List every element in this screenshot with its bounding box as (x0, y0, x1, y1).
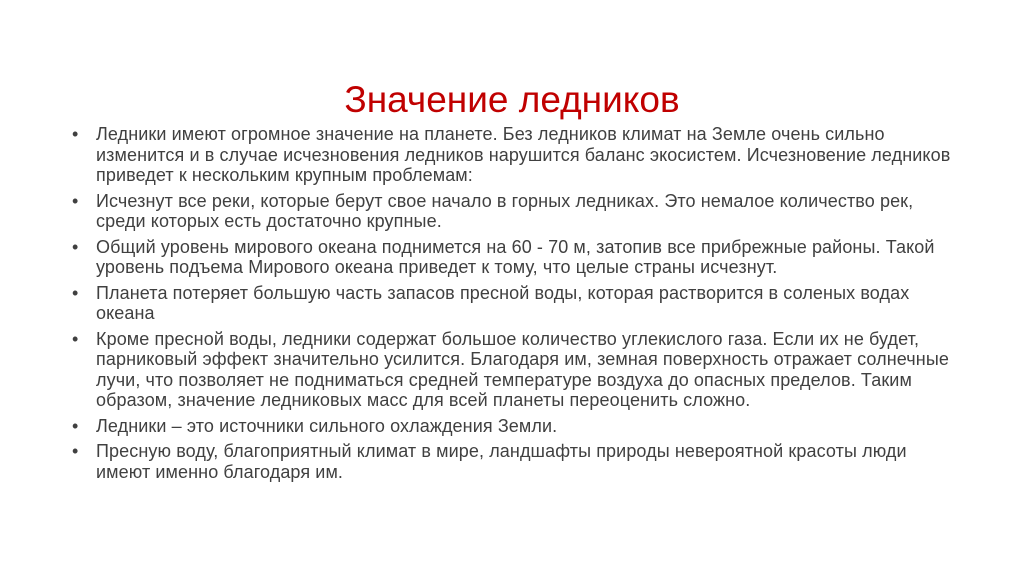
slide-title: Значение ледников (344, 78, 680, 120)
bullet-item (70, 124, 960, 186)
bullet-item (70, 237, 960, 278)
bullet-text: Кроме пресной воды, ледники содержат большое количество углекислого газа. Если их не будет, парниковый эффект значительно усилится. Благодаря им, земная поверхность отражает солнечные лучи, что позволяет не подниматься средней температуре воздуха до опасных пределов. Таким образом, значение ледниковых масс для всей планеты переоценить сложно. (96, 328, 949, 410)
bullet-icon: • (72, 190, 79, 211)
bullet-icon: • (72, 124, 79, 144)
bullet-item (70, 416, 960, 437)
bullet-icon: • (72, 282, 79, 303)
bullet-text: Ледники – это источники сильного охлаждения Земли. (96, 415, 558, 436)
bullet-icon: • (72, 236, 79, 257)
bullet-text: Общий уровень мирового океана поднимется на 60 - 70 м, затопив все прибрежные районы. Такой уровень подъема Мирового океана приведет к тому, что целые страны исчезнут. (96, 236, 935, 277)
bullet-text: Планета потеряет большую часть запасов пресной воды, которая растворится в соленых водах океана (96, 282, 910, 323)
bullet-text: Ледники имеют огромное значение на планете. Без ледников климат на Земле очень сильно изменится и в случае исчезновения ледников нарушится баланс экосистем. Исчезновение ледников приведет к нескольким крупным проблемам: (96, 124, 951, 185)
bullet-item (70, 191, 960, 232)
bullet-icon: • (72, 328, 79, 349)
bullet-icon: • (72, 441, 79, 461)
bullet-item (70, 441, 960, 482)
bullet-item (70, 329, 960, 411)
bullet-text: Исчезнут все реки, которые берут свое начало в горных ледниках. Это немалое количество рек, среди которых есть достаточно крупные. (96, 190, 914, 231)
bullet-text: Пресную воду, благоприятный климат в мире, ландшафты природы невероятной красоты люди имеют именно благодаря им. (96, 441, 907, 482)
slide-content (70, 124, 960, 487)
bullet-list (70, 124, 960, 482)
bullet-icon: • (72, 415, 79, 436)
bullet-item (70, 283, 960, 324)
